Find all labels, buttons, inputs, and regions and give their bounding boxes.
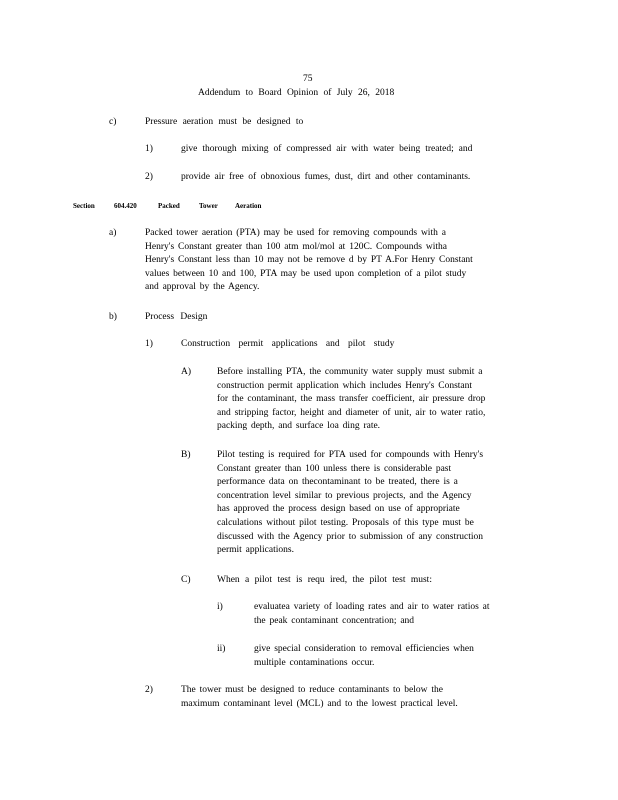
item-c-1-text: give thorough mixing of compressed air with water being treated; and [181, 144, 473, 154]
item-B-line: has approved the process design based on use of appropriate [217, 504, 460, 515]
item-a-line: Packed tower aeration (PTA) may be used for removing compounds with a [145, 228, 446, 238]
item-A-line: Before installing PTA, the community water supply must submit a [217, 367, 483, 377]
item-b-text: Process Design [145, 312, 208, 322]
item-a-paragraph [145, 227, 507, 295]
item-i-paragraph [254, 601, 532, 628]
item-c-2-text: provide air free of obnoxious fumes, dust, dirt and other contaminants. [181, 172, 471, 182]
item-a-marker: a) [109, 228, 117, 238]
item-ii-line: give special consideration to removal efficiencies when [254, 644, 474, 654]
item-i-marker: i) [217, 602, 223, 612]
section-title-word-1: Packed [158, 202, 180, 210]
section-title-word-2: Tower [199, 202, 218, 210]
item-c-marker: c) [109, 117, 117, 127]
item-C-marker: C) [181, 575, 191, 585]
item-A-line: for the contaminant, the mass transfer coefficient, air pressure drop [217, 394, 486, 405]
item-b-marker: b) [109, 312, 117, 322]
item-B-marker: B) [181, 450, 191, 460]
item-ii-marker: ii) [217, 644, 226, 654]
item-A-line: construction permit application which includes Henry's Constant [217, 380, 473, 391]
section-label: Section [73, 202, 95, 210]
item-A-line: and stripping factor, height and diameter of unit, air to water ratio, [217, 407, 486, 418]
section-title-word-3: Aeration [235, 202, 262, 210]
section-number: 604.420 [114, 202, 137, 210]
item-b-1-marker: 1) [145, 339, 153, 349]
page-title: Addendum to Board Opinion of July 26, 2018 [198, 88, 395, 98]
item-a-line: Henry's Constant less than 10 may not be remove d by PT A.For Henry Constant [145, 255, 473, 266]
item-A-line: packing depth, and surface loa ding rate. [217, 421, 381, 432]
page-number: 75 [303, 74, 313, 84]
item-c-text: Pressure aeration must be designed to [145, 117, 304, 127]
item-B-line: concentration level similar to previous projects, and the Agency [217, 490, 472, 501]
item-a-line: and approval by the Agency. [145, 282, 260, 293]
item-b-1-text: Construction permit applications and pilot study [181, 339, 395, 349]
item-a-line: Henry's Constant greater than 100 atm mol/mol at 120C. Compounds witha [145, 241, 447, 252]
item-B-line: performance data on thecontaminant to be treated, there is a [217, 477, 458, 488]
item-a-line: values between 10 and 100, PTA may be used upon completion of a pilot study [145, 268, 467, 279]
item-c-1-marker: 1) [145, 144, 153, 154]
item-b-2-line: maximum contaminant level (MCL) and to the lowest practical level. [181, 698, 458, 709]
item-c-2-marker: 2) [145, 172, 153, 182]
item-C-text: When a pilot test is requ ired, the pilot test must: [217, 575, 432, 585]
item-A-paragraph [217, 366, 539, 434]
item-b-2-marker: 2) [145, 685, 153, 695]
item-B-line: permit applications. [217, 545, 294, 556]
item-i-line: evaluatea variety of loading rates and air to water ratios at [254, 602, 490, 612]
item-B-line: calculations without pilot testing. Proposals of this type must be [217, 517, 474, 528]
item-i-line: the peak contaminant concentration; and [254, 615, 415, 626]
item-b-2-paragraph [181, 684, 511, 711]
item-B-line: Constant greater than 100 unless there is considerable past [217, 463, 452, 474]
item-A-marker: A) [181, 367, 192, 377]
item-B-line: Pilot testing is required for PTA used for compounds with Henry's [217, 450, 484, 460]
item-ii-line: multiple contaminations occur. [254, 657, 375, 668]
item-B-line: discussed with the Agency prior to submission of any construction [217, 531, 484, 542]
item-ii-paragraph [254, 643, 516, 670]
item-B-paragraph [217, 449, 531, 558]
item-b-2-line: The tower must be designed to reduce contaminants to below the [181, 685, 443, 695]
